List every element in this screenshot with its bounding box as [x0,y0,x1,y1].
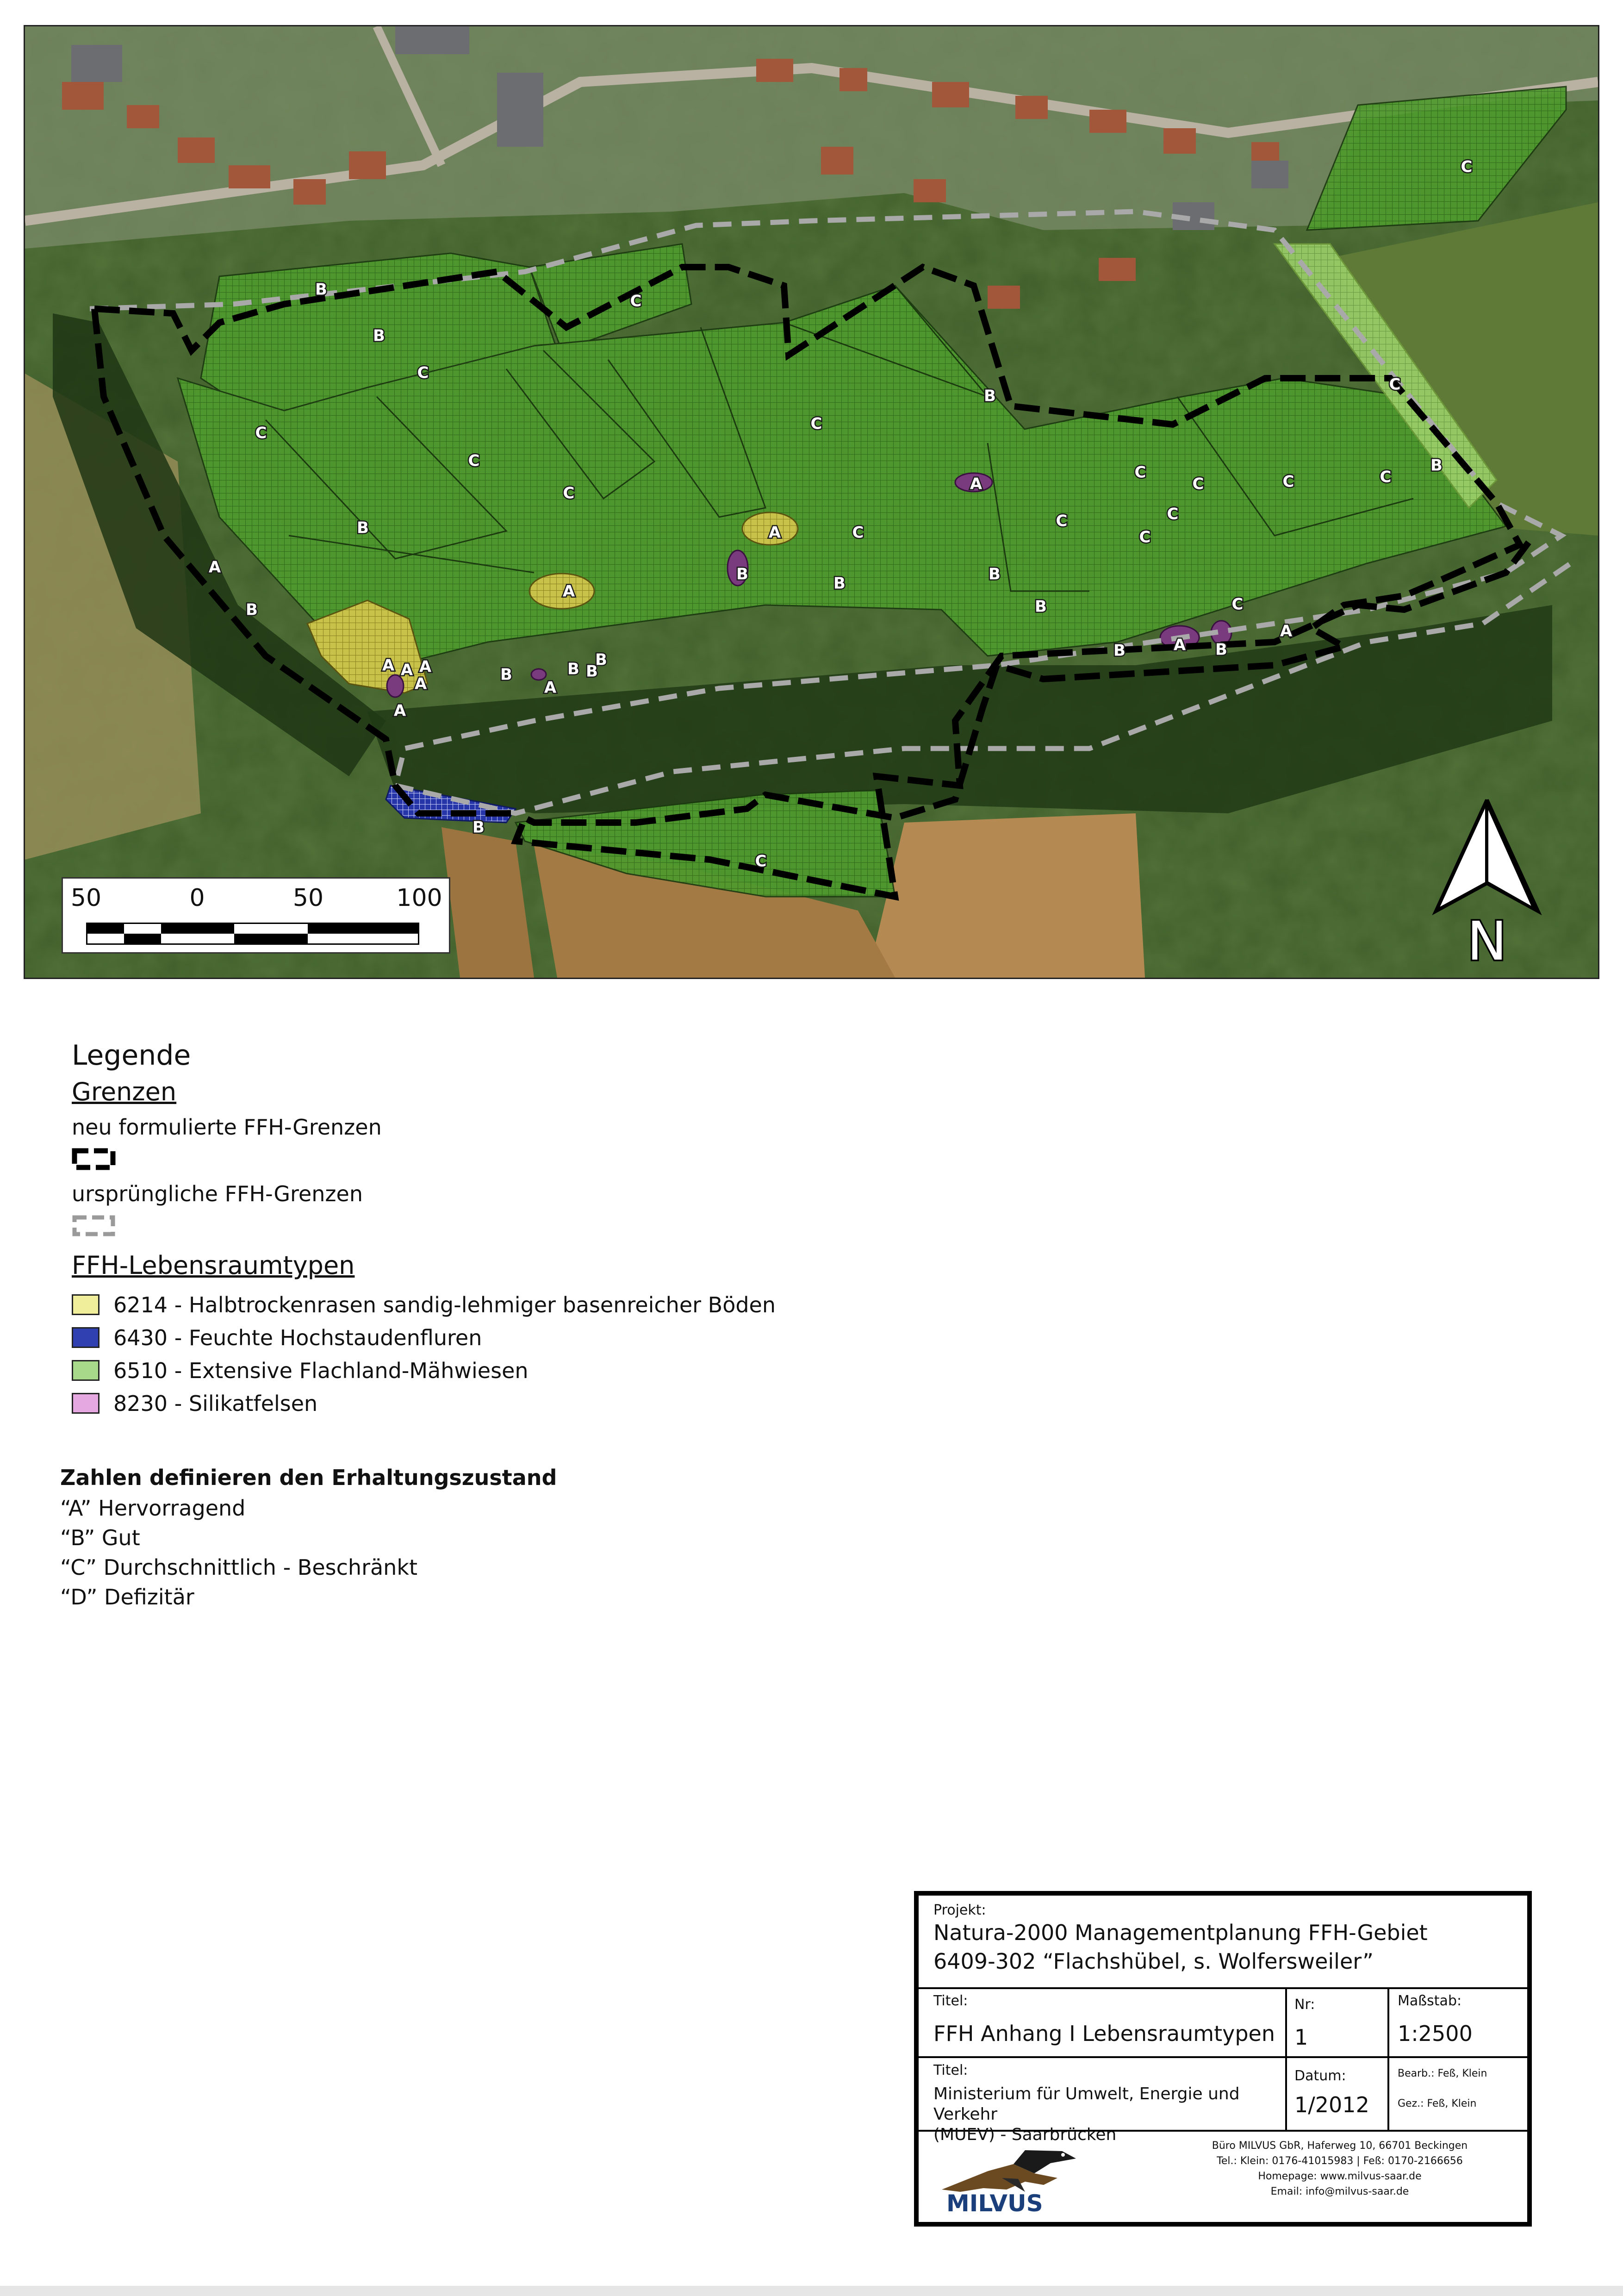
kite-bird-icon [933,2146,1081,2215]
nr-label: Nr: [1294,1997,1315,2013]
scale-label: Maßstab: [1398,1993,1462,2009]
state-item: “D” Defizitär [60,1585,194,1610]
state-item: “C” Durchschnittlich - Beschränkt [60,1555,418,1580]
legend-class-label: 6510 - Extensive Flachland-Mähwiesen [113,1358,529,1383]
swatch-6430 [72,1327,99,1348]
office-contact [1159,2140,1520,2197]
state-label: A [400,661,413,680]
title-value: FFH Anhang I Lebensraumtypen [933,2021,1275,2046]
swatch-6510 [72,1360,99,1381]
scale-tick-label: 50 [292,884,324,912]
state-label: C [810,414,822,433]
scale-value: 1:2500 [1398,2021,1473,2046]
state-label: C [417,363,429,382]
legend-class-label: 6214 - Halbtrockenrasen sandig-lehmiger basenreicher Böden [113,1292,776,1317]
project-label: Projekt: [933,1902,986,1918]
date-value: 1/2012 [1294,2092,1369,2117]
scale-bar [62,877,450,954]
legend-boundaries-heading: Grenzen [72,1077,177,1106]
state-label: B [736,565,748,584]
state-label: C [852,523,864,542]
client-cell [933,2062,1281,2145]
state-label: B [246,600,258,619]
state-item: “A” Hervorragend [60,1496,246,1521]
scale-tick-label: 50 [70,884,102,912]
client-label: Titel: [933,2062,968,2078]
legend-classes [72,1288,905,1420]
state-label: B [1035,597,1047,616]
state-label: C [255,424,267,443]
state-label: B [567,660,579,679]
date-cell [1294,2068,1382,2119]
scale-bar-graphic [86,923,419,945]
office-line-3: Homepage: www.milvus-saar.de [1258,2171,1422,2182]
state-label: C [1056,512,1068,530]
state-label: C [630,292,642,311]
state-label: C [755,852,767,871]
legend-old-boundary-label: ursprüngliche FFH-Grenzen [72,1181,363,1206]
aerial-map[interactable] [24,25,1599,979]
state-label: C [1380,468,1392,487]
map-canvas [25,26,1598,978]
state-label: B [1215,640,1227,659]
scale-cell [1398,1993,1523,2048]
north-arrow-icon [1427,795,1547,967]
old-boundary-symbol [72,1215,116,1237]
state-label: B [373,326,385,345]
north-letter: N [1467,911,1507,967]
state-label: C [1134,463,1146,482]
state-label: C [1139,528,1151,547]
state-label: B [833,574,846,593]
legend-class-label: 8230 - Silikatfelsen [113,1391,318,1416]
state-label: B [473,818,485,837]
state-label: C [1167,505,1179,524]
office-line-1: Büro MILVUS GbR, Haferweg 10, 66701 Beckingen [1212,2140,1468,2152]
nr-cell [1294,1997,1382,2052]
habitat-region-6214-a1[interactable] [529,574,594,609]
state-label: B [989,565,1001,584]
state-label: A [562,582,575,601]
state-item: “B” Gut [60,1525,140,1550]
state-label: A [393,701,406,720]
title-block [914,1891,1532,2227]
legend-habitat-heading: FFH-Lebensraumtypen [72,1251,355,1280]
state-label: C [1461,157,1473,176]
state-label: A [1280,622,1293,641]
field-bottom-right [867,813,1145,978]
legend-class-8230 [72,1387,905,1420]
nr-value: 1 [1294,2025,1308,2050]
editor-text: Bearb.: Feß, Klein [1398,2068,1487,2079]
state-label: B [315,280,327,299]
legend-class-label: 6430 - Feuchte Hochstaudenfluren [113,1325,482,1350]
legend [72,1039,905,1420]
state-label: C [1282,472,1294,491]
milvus-logo [933,2146,1081,2215]
client-line-1: Ministerium für Umwelt, Energie und Verkehr [933,2084,1240,2124]
page-bottom-band [0,2286,1623,2296]
client-line-2: (MUEV) - Saarbrücken [933,2125,1117,2144]
drawn-text: Gez.: Feß, Klein [1398,2098,1477,2109]
north-arrow [1427,795,1547,967]
state-label: A [419,657,432,676]
states-heading: Zahlen definieren den Erhaltungszustand [60,1465,557,1490]
state-label: A [544,678,557,697]
new-boundary-symbol [72,1148,116,1170]
state-label: C [1192,474,1204,493]
project-line-1: Natura-2000 Managementplanung FFH-Gebiet [933,1920,1428,1945]
state-label: C [468,451,480,470]
project-cell [933,1902,1517,1976]
state-label: A [208,558,221,577]
state-label: A [414,674,427,693]
date-label: Datum: [1294,2068,1346,2084]
state-label: B [1113,641,1126,660]
legend-class-6430 [72,1321,905,1354]
state-label: C [1231,595,1244,614]
state-label: A [1173,636,1186,655]
legend-title: Legende [72,1039,191,1072]
scale-tick-label: 0 [189,884,205,912]
office-line-2: Tel.: Klein: 0176-41015983 | Feß: 0170-2166656 [1217,2155,1463,2167]
office-line-4: Email: info@milvus-saar.de [1270,2186,1409,2197]
state-label: A [970,474,983,493]
state-label: A [768,523,781,542]
swatch-6214 [72,1294,99,1315]
legend-class-6214 [72,1288,905,1321]
state-label: B [586,662,598,681]
state-label: B [500,665,512,684]
scale-tick-label: 100 [396,884,442,912]
swatch-8230 [72,1393,99,1414]
author-cell [1398,2068,1523,2109]
state-label: A [382,656,395,675]
conservation-states [60,1465,557,1614]
legend-new-boundary-label: neu formulierte FFH-Grenzen [72,1115,382,1140]
legend-class-6510 [72,1354,905,1387]
logo-text: MILVUS [946,2190,1043,2215]
title-label: Titel: [933,1993,968,2009]
state-label: C [563,484,575,503]
state-label: B [595,650,607,669]
title-cell [933,1993,1276,2048]
project-line-2: 6409-302 “Flachshübel, s. Wolfersweiler” [933,1949,1374,1974]
state-label: B [984,387,996,406]
state-label: B [357,518,369,537]
state-label: C [1389,375,1401,394]
state-label: B [1430,456,1443,475]
